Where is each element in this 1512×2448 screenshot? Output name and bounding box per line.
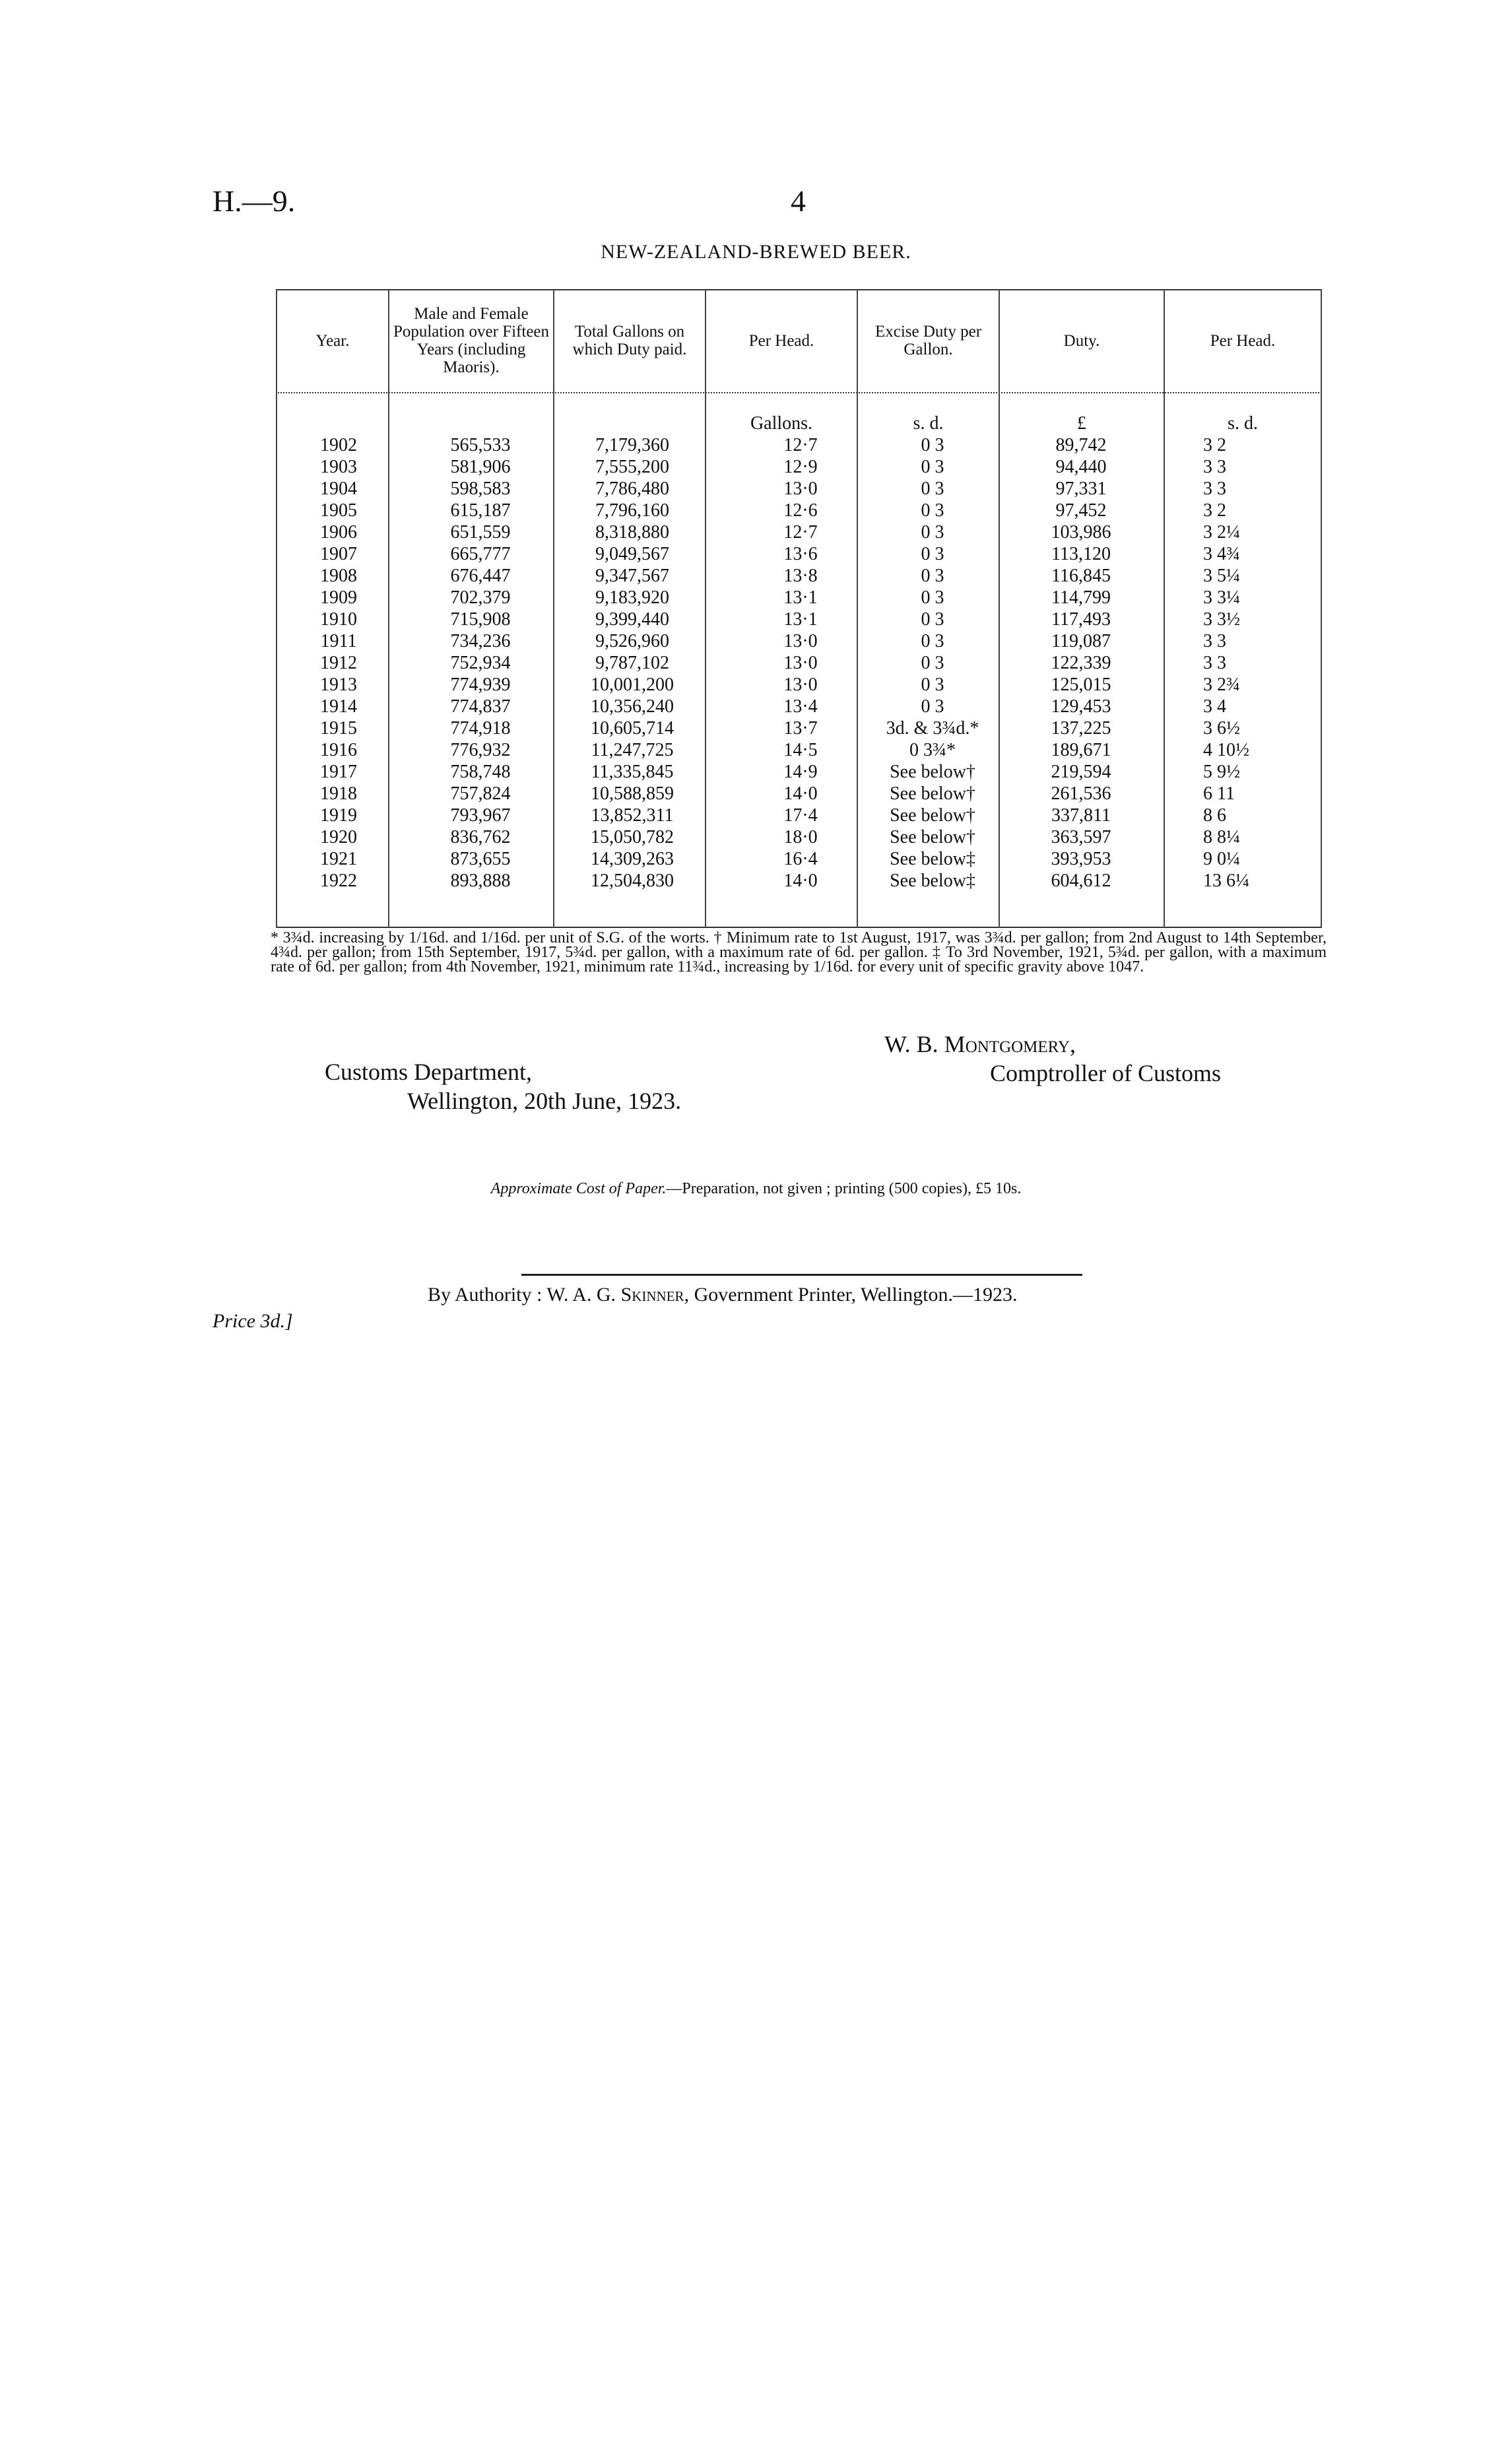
footnote-text: * 3¾d. increasing by 1/16d. and 1/16d. per unit of S.G. of the worts. † Minimum rate to 1st August, 1917, was 3¾d. per gallon; from 2nd August to 14th September, 4¾d. per gallon; from 15th September, 1917, 5¾d. per gallon, with a maximum rate of 6d. per gallon. ‡ To 3rd November, 1921, 5¾d. per gallon, with a maximum rate of 6d. per gallon; from 4th November, 1921, minimum rate 11¾d., increasing by 1/16d. for every unit of specific gravity above 1047. <box>271 929 1327 976</box>
table-cell: 3 3¼ <box>1203 587 1240 608</box>
table-cell: 337,811 <box>1051 805 1111 826</box>
table-cell: 393,953 <box>1051 849 1111 869</box>
table-cell: 14·5 <box>783 740 818 760</box>
table-cell: 7,786,480 <box>595 479 669 499</box>
table-cell: 776,932 <box>450 740 511 760</box>
table-cell: 1919 <box>320 805 357 826</box>
column-total-gallons <box>566 434 698 892</box>
table-cell: 1905 <box>320 500 357 521</box>
table-cell: 0 3 <box>921 609 944 630</box>
table-cell: 11,335,845 <box>591 762 674 782</box>
table-cell: 615,187 <box>450 500 511 521</box>
table-cell: 1921 <box>320 849 357 869</box>
table-cell: See below† <box>890 762 975 782</box>
table-cell: 581,906 <box>450 457 511 477</box>
department-block <box>325 1057 681 1115</box>
table-cell: 604,612 <box>1051 871 1111 891</box>
table-cell: 3 6½ <box>1203 718 1240 739</box>
table-cell: 7,555,200 <box>595 457 669 477</box>
header-total-gallons: Total Gallons on which Duty paid. <box>572 323 687 358</box>
table-cell: 15,050,782 <box>591 827 674 847</box>
table-cell: 702,379 <box>450 587 511 608</box>
table-cell: 1906 <box>320 522 357 543</box>
table-cell: 16·4 <box>783 849 818 869</box>
table-cell: See below† <box>890 783 975 804</box>
table-cell: 9,049,567 <box>595 544 669 564</box>
table-cell: 13·1 <box>783 587 818 608</box>
table-cell: 1909 <box>320 587 357 608</box>
table-cell: 122,339 <box>1051 653 1111 673</box>
table-cell: 113,120 <box>1051 544 1111 564</box>
table-cell: 5 9½ <box>1203 762 1240 782</box>
imprint-printer: Skinner <box>620 1284 684 1306</box>
header-population: Male and Female Population over Fifteen Years (including Maoris). <box>393 305 550 376</box>
table-cell: 4 10½ <box>1203 740 1249 760</box>
column-per-head-duty <box>1203 434 1282 892</box>
table-cell: 0 3 <box>921 631 944 651</box>
table-cell: 1912 <box>320 653 357 673</box>
table-cell: 0 3 <box>921 587 944 608</box>
table-cell: 14·0 <box>783 871 818 891</box>
table-cell: 3 3 <box>1203 631 1226 651</box>
table-cell: 13·0 <box>783 631 818 651</box>
table-bottom-rule <box>276 927 1322 928</box>
table-cell: See below‡ <box>890 849 975 869</box>
table-cell: 13,852,311 <box>591 805 674 826</box>
table-cell: 13·0 <box>783 675 818 695</box>
column-excise-duty <box>883 434 982 892</box>
table-cell: 1922 <box>320 871 357 891</box>
table-cell: 651,559 <box>450 522 511 543</box>
table-cell: 9,526,960 <box>595 631 669 651</box>
table-cell: 0 3 <box>921 479 944 499</box>
table-cell: 13·4 <box>783 696 818 717</box>
table-cell: 14,309,263 <box>591 849 674 869</box>
price: Price 3d.] <box>213 1310 293 1332</box>
table-cell: 0 3¾* <box>909 740 956 760</box>
table-cell: 598,583 <box>450 479 511 499</box>
table-cell: 117,493 <box>1051 609 1111 630</box>
table-title: NEW-ZEALAND-BREWED BEER. <box>601 241 911 263</box>
table-cell: 6 11 <box>1203 783 1235 804</box>
table-cell: 0 3 <box>921 544 944 564</box>
table-cell: 12·7 <box>783 435 818 455</box>
table-cell: 715,908 <box>450 609 511 630</box>
table-cell: 1904 <box>320 479 357 499</box>
table-cell: 13·8 <box>783 566 818 586</box>
table-cell: 3 5¼ <box>1203 566 1240 586</box>
table-cell: 3 3 <box>1203 653 1226 673</box>
table-cell: 893,888 <box>450 871 511 891</box>
unit-pounds: £ <box>1077 413 1086 434</box>
unit-shillings-pence: s. d. <box>913 413 944 434</box>
table-cell: 3 3 <box>1203 457 1226 477</box>
table-cell: 0 3 <box>921 522 944 543</box>
header-rule <box>276 392 1322 393</box>
table-cell: 363,597 <box>1051 827 1111 847</box>
table-cell: 1911 <box>320 631 357 651</box>
table-cell: 3 2¾ <box>1203 675 1240 695</box>
table-cell: 13·1 <box>783 609 818 630</box>
table-cell: 11,247,725 <box>591 740 674 760</box>
page-number: 4 <box>791 184 806 218</box>
table-cell: 1903 <box>320 457 357 477</box>
column-population <box>428 434 533 892</box>
table-cell: 9,183,920 <box>595 587 669 608</box>
table-cell: 10,605,714 <box>591 718 674 739</box>
signatory-title: Comptroller of Customs <box>990 1060 1221 1086</box>
table-cell: 752,934 <box>450 653 511 673</box>
table-cell: 189,671 <box>1051 740 1111 760</box>
table-cell: 8,318,880 <box>595 522 669 543</box>
table-cell: 125,015 <box>1051 675 1111 695</box>
table-cell: 9 0¼ <box>1203 849 1240 869</box>
table-cell: 13·0 <box>783 653 818 673</box>
table-cell: 97,331 <box>1055 479 1107 499</box>
document-reference: H.—9. <box>213 184 296 218</box>
table-cell: 13 6¼ <box>1203 871 1249 891</box>
table-cell: 758,748 <box>450 762 511 782</box>
column-duty <box>1022 434 1140 892</box>
table-cell: See below‡ <box>890 871 975 891</box>
imprint-prefix: By Authority : W. A. G. <box>428 1284 621 1306</box>
table-cell: 261,536 <box>1051 783 1111 804</box>
table-cell: 97,452 <box>1055 500 1107 521</box>
table-cell: 119,087 <box>1051 631 1111 651</box>
table-cell: 17·4 <box>783 805 818 826</box>
table-cell: 3 4 <box>1203 696 1226 717</box>
table-cell: 13·0 <box>783 479 818 499</box>
cost-of-paper <box>0 1180 1512 1198</box>
table-cell: 3 2 <box>1203 435 1226 455</box>
table-cell: 873,655 <box>450 849 511 869</box>
table-cell: 89,742 <box>1055 435 1107 455</box>
signature-block <box>884 1030 1221 1088</box>
department-name: Customs Department, <box>325 1059 532 1085</box>
table-cell: 3d. & 3¾d.* <box>886 718 979 739</box>
table-cell: 0 3 <box>921 696 944 717</box>
table-cell: 757,824 <box>450 783 511 804</box>
table-cell: 7,796,160 <box>595 500 669 521</box>
table-cell: 1920 <box>320 827 357 847</box>
table-cell: 8 8¼ <box>1203 827 1240 847</box>
table-cell: 18·0 <box>783 827 818 847</box>
table-cell: 1918 <box>320 783 357 804</box>
table-cell: 9,347,567 <box>595 566 669 586</box>
table-cell: 1913 <box>320 675 357 695</box>
table-cell: 1914 <box>320 696 357 717</box>
table-cell: 0 3 <box>921 500 944 521</box>
table-cell: 13·7 <box>783 718 818 739</box>
table-cell: 14·9 <box>783 762 818 782</box>
table-cell: 10,356,240 <box>591 696 674 717</box>
table-cell: 94,440 <box>1055 457 1107 477</box>
table-cell: 3 2¼ <box>1203 522 1240 543</box>
table-cell: 774,939 <box>450 675 511 695</box>
unit-gallons: Gallons. <box>750 413 813 434</box>
table-cell: 7,179,360 <box>595 435 669 455</box>
table-cell: 0 3 <box>921 653 944 673</box>
divider-rule <box>521 1274 1082 1276</box>
table-cell: 12·9 <box>783 457 818 477</box>
table-cell: 3 4¾ <box>1203 544 1240 564</box>
signatory-name: W. B. Montgomery, <box>884 1031 1076 1057</box>
table-cell: 116,845 <box>1051 566 1111 586</box>
table-cell: See below† <box>890 805 975 826</box>
table-cell: 665,777 <box>450 544 511 564</box>
table-cell: 1910 <box>320 609 357 630</box>
cost-label: Approximate Cost of Paper. <box>490 1180 667 1197</box>
table-cell: 10,588,859 <box>591 783 674 804</box>
table-cell: See below† <box>890 827 975 847</box>
table-cell: 1907 <box>320 544 357 564</box>
table-cell: 3 3½ <box>1203 609 1240 630</box>
header-excise-duty: Excise Duty per Gallon. <box>874 323 982 358</box>
beer-statistics-table <box>276 289 1322 928</box>
table-cell: 12,504,830 <box>591 871 674 891</box>
table-cell: 3 3 <box>1203 479 1226 499</box>
table-cell: 129,453 <box>1051 696 1111 717</box>
unit-shillings-pence-2: s. d. <box>1228 413 1258 434</box>
table-cell: 9,399,440 <box>595 609 669 630</box>
table-cell: 836,762 <box>450 827 511 847</box>
printer-imprint <box>428 1284 1018 1306</box>
table-cell: 3 2 <box>1203 500 1226 521</box>
column-divider <box>1321 289 1322 928</box>
table-cell: 12·6 <box>783 500 818 521</box>
header-per-head-duty: Per Head. <box>1210 331 1276 350</box>
department-place-date: Wellington, 20th June, 1923. <box>407 1088 682 1114</box>
table-cell: 1908 <box>320 566 357 586</box>
table-cell: 9,787,102 <box>595 653 669 673</box>
table-cell: 14·0 <box>783 783 818 804</box>
table-cell: 1917 <box>320 762 357 782</box>
table-cell: 1915 <box>320 718 357 739</box>
header-year: Year. <box>315 331 350 350</box>
table-cell: 0 3 <box>921 457 944 477</box>
table-cell: 114,799 <box>1051 587 1111 608</box>
table-cell: 676,447 <box>450 566 511 586</box>
table-cell: 1902 <box>320 435 357 455</box>
table-cell: 219,594 <box>1051 762 1111 782</box>
table-cell: 565,533 <box>450 435 511 455</box>
table-cell: 10,001,200 <box>591 675 674 695</box>
table-cell: 774,837 <box>450 696 511 717</box>
table-cell: 0 3 <box>921 566 944 586</box>
table-cell: 0 3 <box>921 675 944 695</box>
table-cell: 1916 <box>320 740 357 760</box>
table-cell: 774,918 <box>450 718 511 739</box>
table-cell: 734,236 <box>450 631 511 651</box>
column-year <box>302 434 375 892</box>
header-per-head-gallons: Per Head. <box>748 331 814 350</box>
imprint-suffix: , Government Printer, Wellington.—1923. <box>684 1284 1018 1306</box>
table-cell: 137,225 <box>1051 718 1111 739</box>
table-cell: 0 3 <box>921 435 944 455</box>
table-cell: 8 6 <box>1203 805 1226 826</box>
header-duty: Duty. <box>1063 331 1100 350</box>
table-cell: 103,986 <box>1051 522 1111 543</box>
table-cell: 12·7 <box>783 522 818 543</box>
column-per-head-gallons <box>751 434 850 892</box>
table-cell: 793,967 <box>450 805 511 826</box>
table-cell: 13·6 <box>783 544 818 564</box>
footnotes <box>271 931 1327 974</box>
cost-text: —Preparation, not given ; printing (500 copies), £5 10s. <box>666 1180 1022 1197</box>
